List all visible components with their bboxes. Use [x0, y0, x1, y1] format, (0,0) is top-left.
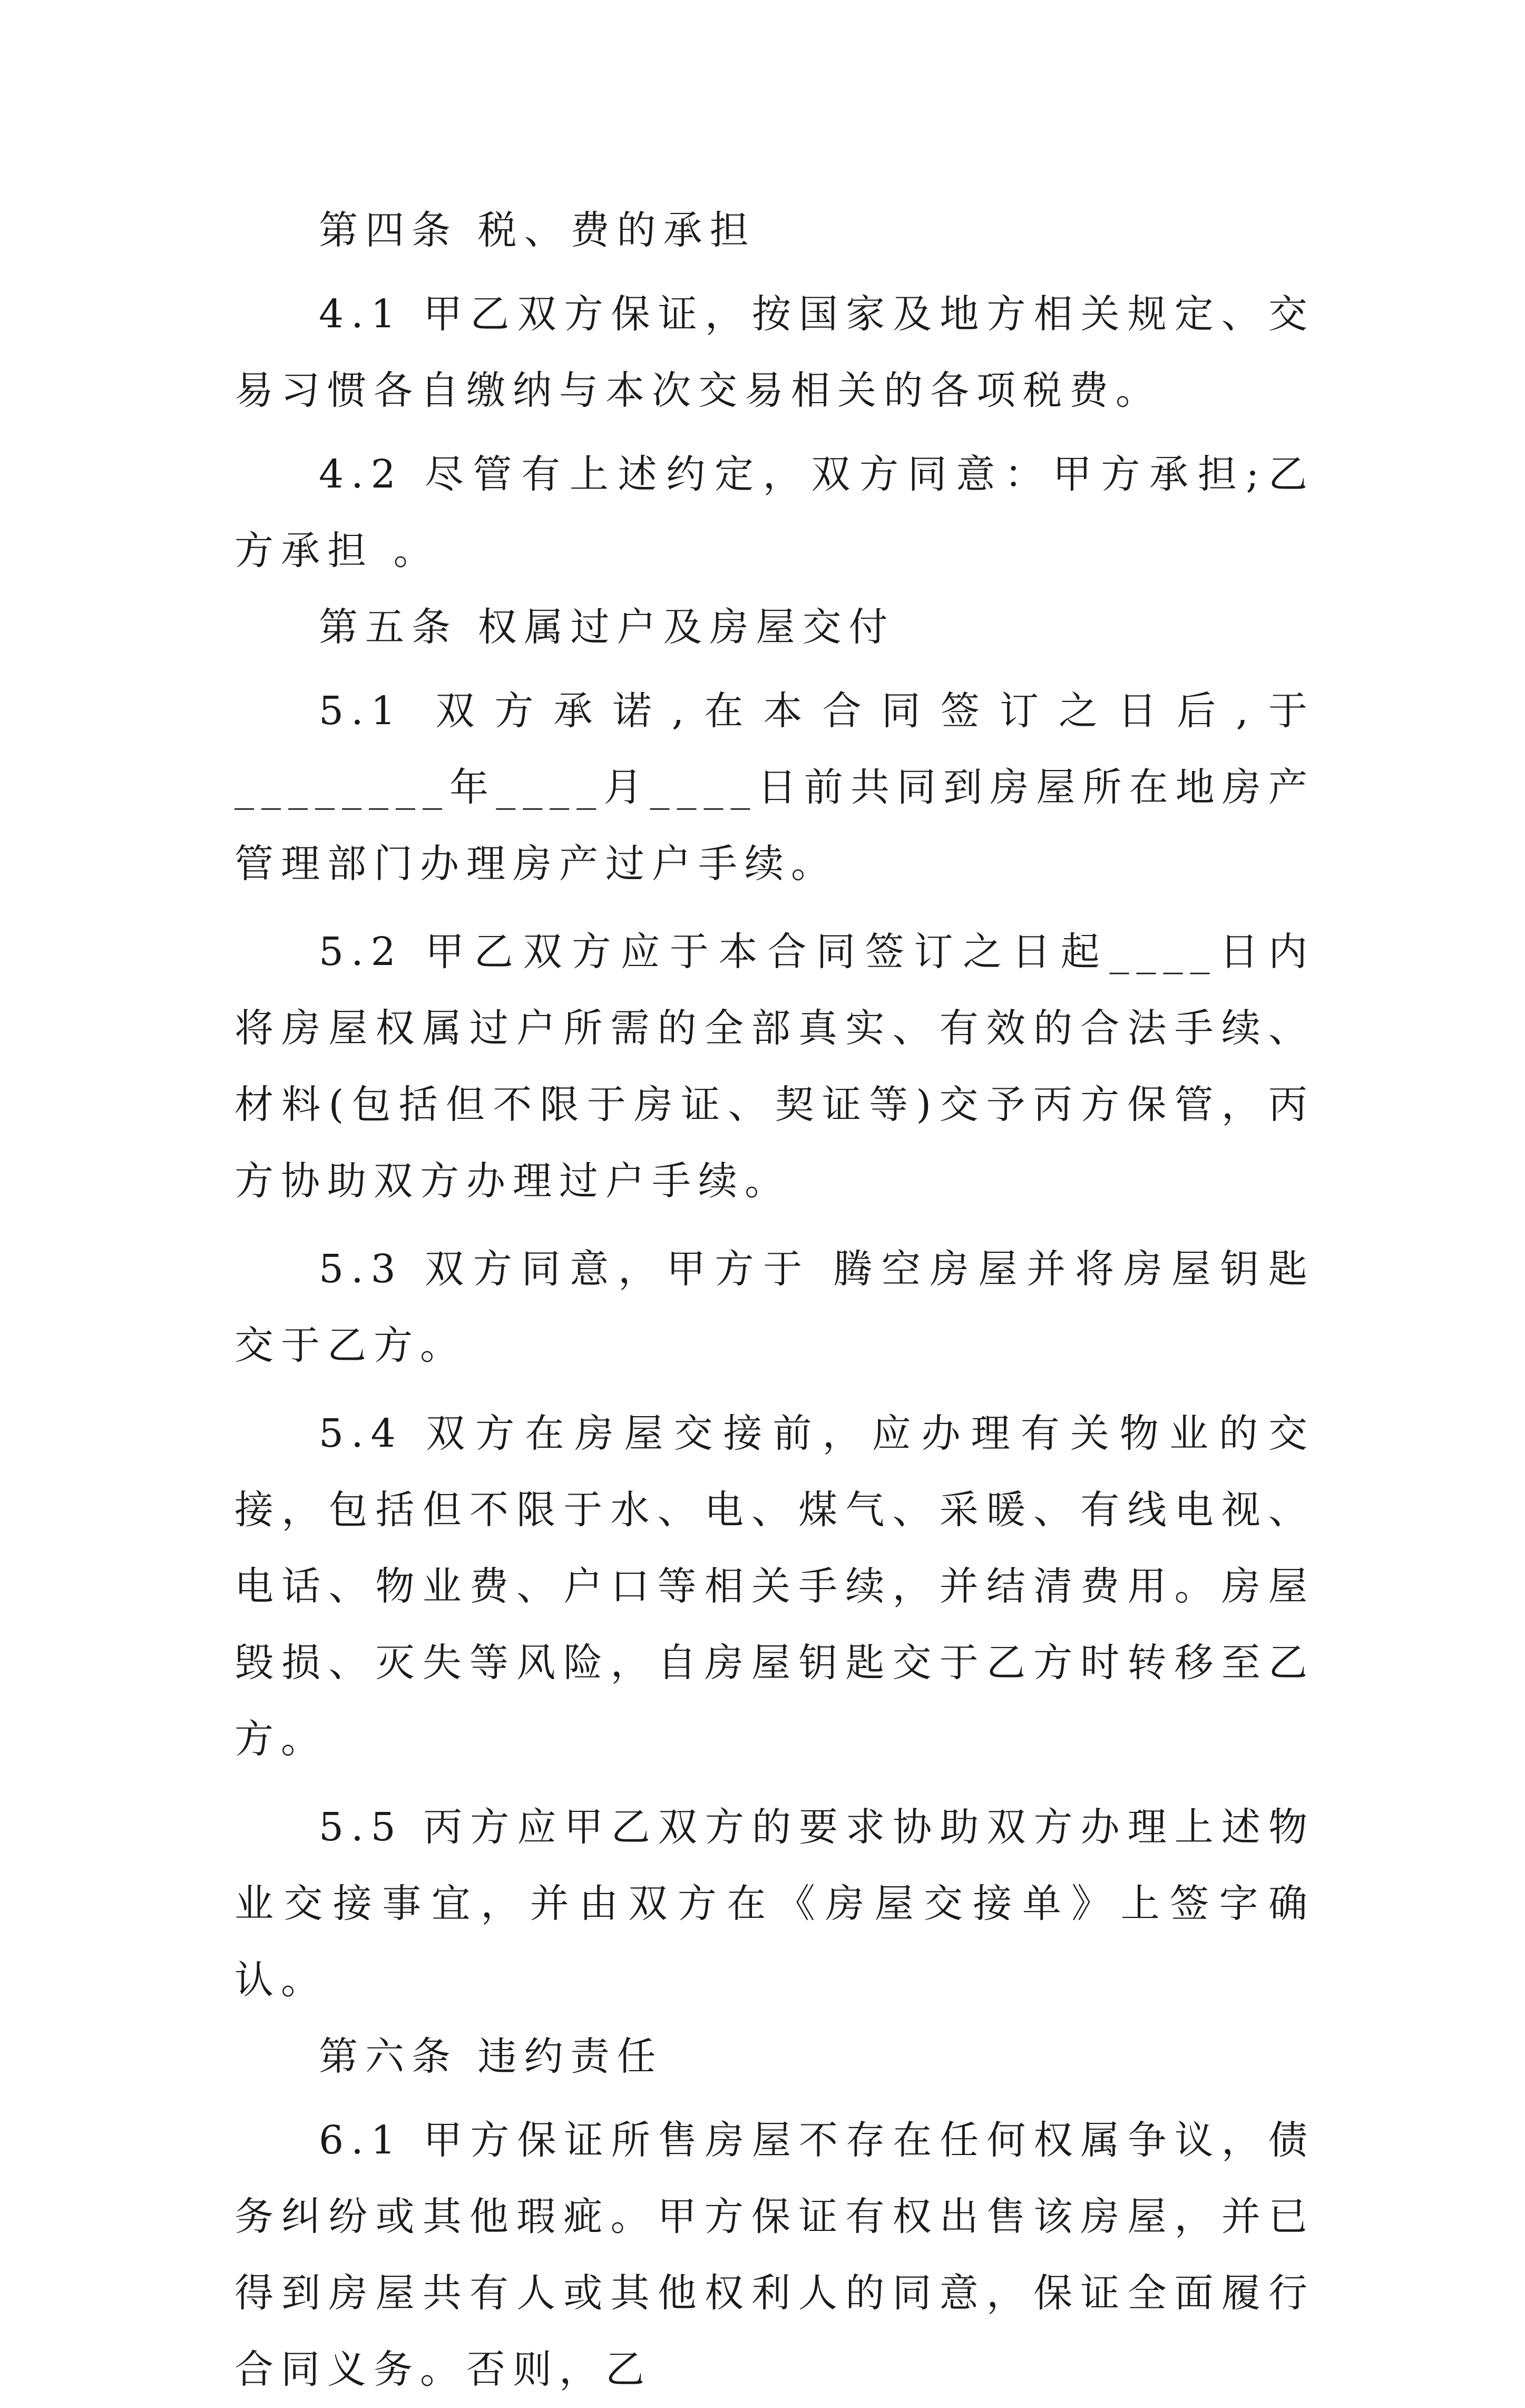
- clause-4-2: 4.2 尽管有上述约定，双方同意：甲方承担;乙方承担 。: [234, 452, 1315, 573]
- clause-5-5: 5.5 丙方应甲乙双方的要求协助双方办理上述物业交接事宜，并由双方在《房屋交接单》上签字确认。: [234, 1805, 1315, 2003]
- article-5-heading: 第五条 权属过户及房屋交付: [319, 605, 895, 650]
- article-6-heading: 第六条 违约责任: [319, 2034, 663, 2079]
- clause-5-3: 5.3 双方同意，甲方于 腾空房屋并将房屋钥匙交于乙方。: [234, 1246, 1315, 1368]
- document-body: [234, 192, 1315, 2408]
- clause-5-2: 5.2 甲乙双方应于本合同签订之日起____日内将房屋权属过户所需的全部真实、有效的合法手续、材料(包括但不限于房证、契证等)交予丙方保管，丙方协助双方办理过户手续。: [234, 929, 1315, 1204]
- clause-5-4: 5.4 双方在房屋交接前，应办理有关物业的交接，包括但不限于水、电、煤气、采暖、有线电视、电话、物业费、户口等相关手续，并结清费用。房屋毁损、灭失等风险，自房屋钥匙交于乙方时转移至乙方。: [234, 1411, 1315, 1762]
- article-4-heading: 第四条 税、费的承担: [319, 208, 756, 253]
- clause-5-1: 5.1 双方承诺,在本合同签订之日后,于________年____月____日前共同到房屋所在地房产管理部门办理房产过户手续。: [234, 688, 1315, 886]
- clause-6-1: 6.1 甲方保证所售房屋不存在任何权属争议，债务纠纷或其他瑕疵。甲方保证有权出售该房屋，并已得到房屋共有人或其他权利人的同意，保证全面履行合同义务。否则，乙: [234, 2118, 1315, 2392]
- clause-4-1: 4.1 甲乙双方保证，按国家及地方相关规定、交易习惯各自缴纳与本次交易相关的各项税费。: [234, 291, 1315, 413]
